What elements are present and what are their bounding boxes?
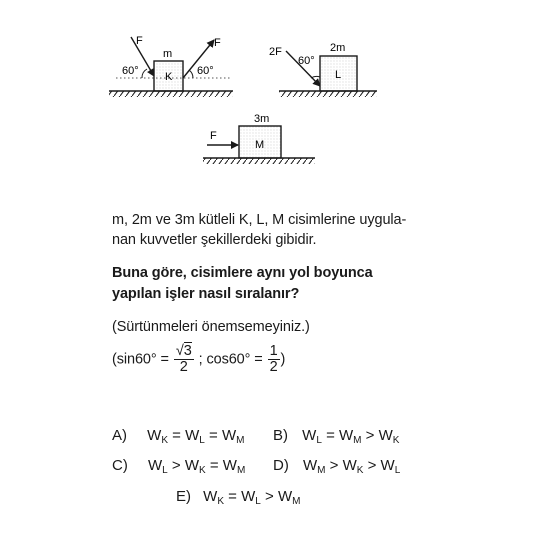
force-label-left: F	[136, 35, 143, 47]
cos60-denominator: 2	[269, 359, 278, 375]
force-label-m: F	[210, 130, 217, 142]
work-symbol: = W	[168, 427, 200, 444]
sqrt-value: 3	[183, 343, 192, 359]
option-text	[148, 457, 245, 474]
work-subscript: M	[353, 435, 362, 446]
mass-label-m: 3m	[254, 113, 270, 125]
work-subscript: M	[236, 435, 245, 446]
angle-label-l: 60°	[298, 55, 315, 67]
work-subscript: K	[161, 435, 169, 446]
work-symbol: > W	[361, 427, 393, 444]
friction-note: (Sürtünmeleri önemsemeyiniz.)	[112, 319, 310, 335]
option-text	[203, 488, 300, 505]
work-subscript: K	[356, 465, 364, 476]
work-subscript: K	[217, 496, 225, 507]
work-subscript: K	[392, 435, 400, 446]
figure-l	[269, 42, 377, 97]
question-line-1: m, 2m ve 3m kütleli K, L, M cisimlerine uygula-	[112, 212, 407, 228]
option-b[interactable]	[273, 427, 399, 446]
option-text	[303, 457, 400, 474]
option-c[interactable]	[112, 457, 245, 476]
work-subscript: M	[292, 496, 301, 507]
figure-m	[203, 113, 315, 164]
formula-close: )	[280, 351, 286, 368]
work-symbol: > W	[167, 457, 199, 474]
angle-label-right: 60°	[197, 65, 214, 77]
ground-hatch	[203, 158, 315, 164]
work-symbol: = W	[205, 457, 237, 474]
cos60-fraction	[268, 344, 280, 375]
work-symbol: W	[203, 488, 218, 505]
sin60-denominator: 2	[179, 359, 188, 375]
option-text	[302, 427, 399, 444]
ground-hatch	[279, 91, 377, 97]
option-a[interactable]	[112, 427, 244, 446]
work-subscript: L	[394, 465, 401, 476]
work-symbol: = W	[224, 488, 256, 505]
formula-open: (sin60° =	[112, 351, 169, 368]
work-subscript: M	[236, 465, 246, 476]
option-e[interactable]	[176, 488, 300, 507]
work-symbol: W	[148, 457, 163, 474]
work-subscript: L	[255, 496, 261, 507]
option-letter: E)	[176, 488, 191, 505]
mass-label-k: m	[163, 48, 173, 60]
formula-separator: ; cos60° =	[198, 351, 263, 368]
option-letter: C)	[112, 457, 128, 474]
block-label-l: L	[335, 69, 342, 81]
work-symbol: > W	[363, 457, 395, 474]
work-symbol: > W	[325, 457, 357, 474]
angle-arc-l	[311, 76, 320, 78]
option-d[interactable]	[273, 457, 400, 476]
work-subscript: L	[162, 465, 168, 476]
force-label-l: 2F	[269, 46, 282, 58]
sin60-fraction: $\frac{√3}{2}$	[175, 343, 192, 375]
work-symbol: W	[302, 427, 317, 444]
ground-hatch	[109, 91, 233, 97]
question-bold-line-1: Buna göre, cisimlere aynı yol boyunca	[112, 265, 373, 281]
physics-figures	[0, 0, 535, 180]
work-symbol: = W	[204, 427, 237, 444]
option-letter: B)	[273, 427, 288, 444]
figure-k	[109, 35, 233, 97]
force-label-right: F	[214, 37, 221, 49]
option-letter: D)	[273, 457, 289, 474]
cos60-numerator: 1	[269, 343, 278, 359]
question-line-2: nan kuvvetler şekillerdeki gibidir.	[112, 232, 317, 248]
work-subscript: K	[199, 465, 206, 476]
work-symbol: = W	[321, 427, 354, 444]
question-bold-line-2: yapılan işler nasıl sıralanır?	[112, 286, 300, 302]
mass-label-l: 2m	[330, 42, 346, 54]
option-letter: A)	[112, 427, 127, 444]
work-subscript: L	[199, 435, 205, 446]
work-symbol: > W	[260, 488, 293, 505]
work-subscript: L	[316, 435, 322, 446]
trig-values	[112, 344, 285, 375]
angle-label-left: 60°	[122, 65, 139, 77]
angle-arc-right	[189, 70, 193, 78]
block-label-k: K	[165, 71, 173, 83]
option-text	[147, 427, 244, 444]
work-subscript: M	[317, 465, 326, 476]
work-symbol: W	[303, 457, 318, 474]
work-symbol: W	[147, 427, 162, 444]
block-label-m: M	[255, 139, 265, 151]
angle-arc-left	[142, 69, 147, 78]
